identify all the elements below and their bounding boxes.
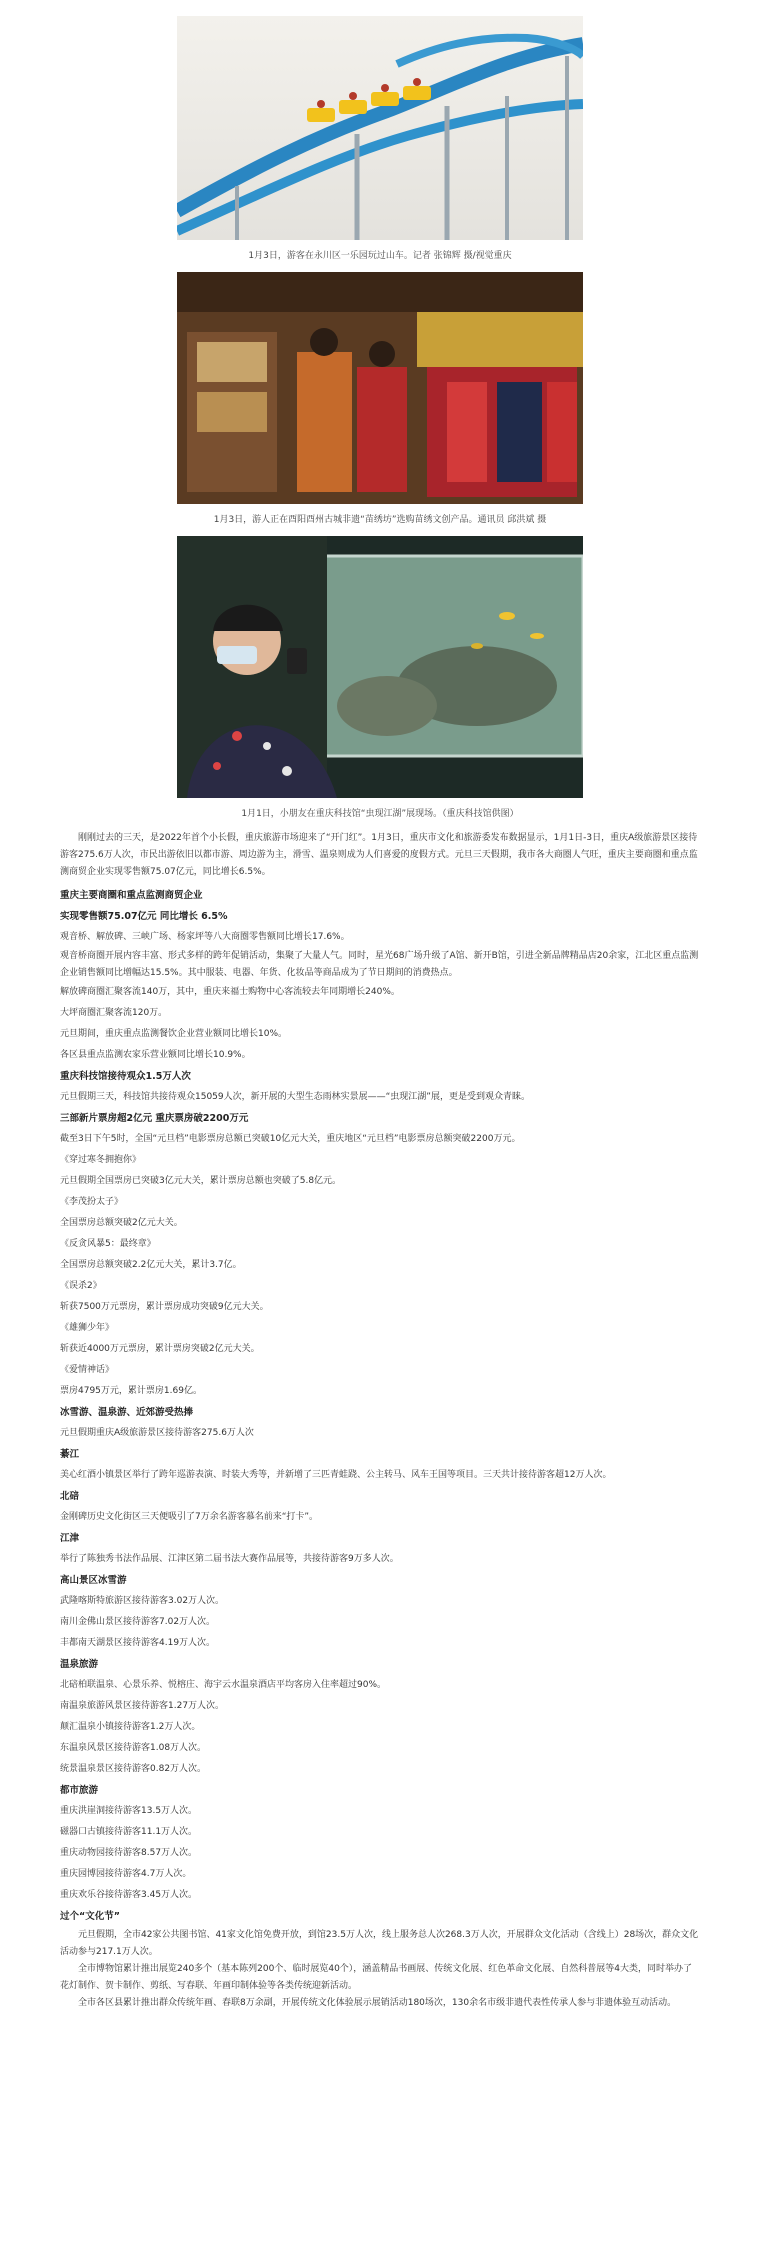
section-heading: 重庆主要商圈和重点监测商贸企业 xyxy=(60,890,203,901)
paragraph: 元旦假期全国票房已突破3亿元大关，累计票房总额也突破了5.8亿元。 xyxy=(60,1176,342,1186)
figure-caption: 1月3日，游客在永川区一乐园玩过山车。记者 张锦辉 摄/视觉重庆 xyxy=(248,251,512,261)
list-item: 重庆洪崖洞接待游客13.5万人次。 xyxy=(60,1806,198,1816)
list-item: 南温泉旅游风景区接待游客1.27万人次。 xyxy=(60,1701,225,1711)
paragraph: 观音桥商圈开展内容丰富、形式多样的跨年促销活动，集聚了大量人气。同时，星光68广场升级了A馆、新开B馆，引进全新品牌精品店20余家，江北区重点监测企业销售额同比增幅达15.5%。其中服装、电器、年货、化妆品等商品成为了节日期间的消费热点。 xyxy=(60,951,699,978)
figure-roller-coaster xyxy=(60,0,700,262)
paragraph: 解放碑商圈汇聚客流140万，其中，重庆来福士购物中心客流较去年同期增长240%。 xyxy=(60,987,400,997)
list-item: 丰都南天湖景区接待游客4.19万人次。 xyxy=(60,1638,216,1648)
list-item: 东温泉风景区接待游客1.08万人次。 xyxy=(60,1743,207,1753)
article xyxy=(60,0,700,2012)
section-heading: 江津 xyxy=(60,1533,80,1544)
paragraph: 全国票房总额突破2.2亿元大关，累计3.7亿。 xyxy=(60,1260,242,1270)
section-heading: 綦江 xyxy=(60,1449,80,1460)
list-item: 重庆欢乐谷接待游客3.45万人次。 xyxy=(60,1890,198,1900)
aquarium-photo xyxy=(177,536,583,798)
paragraph: 元旦期间，重庆重点监测餐饮企业营业额同比增长10%。 xyxy=(60,1029,288,1039)
film-title: 《爱情神话》 xyxy=(60,1365,115,1375)
section-heading: 冰雪游、温泉游、近郊游受热捧 xyxy=(60,1407,194,1418)
paragraph: 大坪商圈汇聚客流120万。 xyxy=(60,1008,168,1018)
list-item: 颠汇温泉小镇接待游客1.2万人次。 xyxy=(60,1722,201,1732)
paragraph: 元旦假期重庆A级旅游景区接待游客275.6万人次 xyxy=(60,1428,254,1438)
film-title: 《穿过寒冬拥抱你》 xyxy=(60,1155,142,1165)
paragraph: 元旦假期三天，科技馆共接待观众15059人次，新开展的大型生态雨林实景展——“虫现江湖”展，更是受到观众青睐。 xyxy=(60,1092,530,1102)
paragraph: 斩获7500万元票房，累计票房成功突破9亿元大关。 xyxy=(60,1302,269,1312)
paragraph: 截至3日下午5时，全国“元旦档”电影票房总额已突破10亿元大关，重庆地区“元旦档”电影票房总额突破2200万元。 xyxy=(60,1134,521,1144)
paragraph: 斩获近4000万元票房，累计票房突破2亿元大关。 xyxy=(60,1344,260,1354)
figure-aquarium xyxy=(60,536,700,820)
figure-shop xyxy=(60,272,700,526)
paragraph: 金刚碑历史文化街区三天便吸引了7万余名游客慕名前来“打卡”。 xyxy=(60,1512,319,1522)
list-item: 重庆园博园接待游客4.7万人次。 xyxy=(60,1869,192,1879)
figure-caption: 1月3日，游人正在酉阳酉州古城非遗“苗绣坊”选购苗绣文创产品。通讯员 邱洪斌 摄 xyxy=(213,515,547,525)
section-heading: 重庆科技馆接待观众1.5万人次 xyxy=(60,1071,191,1082)
list-item: 武隆喀斯特旅游区接待游客3.02万人次。 xyxy=(60,1596,225,1606)
paragraph: 各区县重点监测农家乐营业额同比增长10.9%。 xyxy=(60,1050,251,1060)
section-heading: 都市旅游 xyxy=(60,1785,99,1796)
list-item: 磁器口古镇接待游客11.1万人次。 xyxy=(60,1827,198,1837)
paragraph: 元旦假期，全市42家公共图书馆、41家文化馆免费开放，到馆23.5万人次，线上服务总人次268.3万人次，开展群众文化活动（含线上）28场次，群众文化活动参与217.1万人次。 xyxy=(60,1930,699,1957)
film-title: 《误杀2》 xyxy=(60,1281,102,1291)
list-item: 统景温泉景区接待游客0.82万人次。 xyxy=(60,1764,207,1774)
section-heading: 北碚 xyxy=(60,1491,80,1502)
section-subheading: 实现零售额75.07亿元 同比增长 6.5% xyxy=(60,911,228,922)
paragraph: 举行了陈独秀书法作品展、江津区第二届书法大赛作品展等，共接待游客9万多人次。 xyxy=(60,1554,399,1564)
section-heading: 高山景区冰雪游 xyxy=(60,1575,127,1586)
film-title: 《李茂扮太子》 xyxy=(60,1197,124,1207)
paragraph: 美心红酒小镇景区举行了跨年巡游表演、时装大秀等，并新增了三匹青蛙跷、公主转马、风车王国等项目。三天共计接待游客超12万人次。 xyxy=(60,1470,612,1480)
figure-caption: 1月1日，小朋友在重庆科技馆“虫现江湖”展现场。（重庆科技馆供图） xyxy=(241,809,519,819)
film-title: 《反贪风暴5：最终章》 xyxy=(60,1239,156,1249)
paragraph: 观音桥、解放碑、三峡广场、杨家坪等八大商圈零售额同比增长17.6%。 xyxy=(60,932,350,942)
list-item: 南川金佛山景区接待游客7.02万人次。 xyxy=(60,1617,216,1627)
section-heading: 过个“文化节” xyxy=(60,1911,120,1922)
list-item: 北碚柏联温泉、心景乐养、悦榕庄、海宇云水温泉酒店平均客房入住率超过90%。 xyxy=(60,1680,387,1690)
list-item: 重庆动物园接待游客8.57万人次。 xyxy=(60,1848,198,1858)
roller-coaster-photo xyxy=(177,16,583,240)
paragraph: 票房4795万元，累计票房1.69亿。 xyxy=(60,1386,202,1396)
section-heading: 温泉旅游 xyxy=(60,1659,99,1670)
intro-paragraph: 刚刚过去的三天，是2022年首个小长假，重庆旅游市场迎来了“开门红”。1月3日，重庆市文化和旅游委发布数据显示，1月1日-3日，重庆A级旅游景区接待游客275.6万人次，市民出游依旧以都市游、周边游为主，滑雪、温泉则成为人们喜爱的度假方式。元旦三天假期，我市各大商圈人气旺，重庆主要商圈和重点监测商贸企业实现零售额75.07亿元，同比增长6.5%。 xyxy=(60,833,698,877)
section-heading: 三部新片票房超2亿元 重庆票房破2200万元 xyxy=(60,1113,249,1124)
paragraph: 全市博物馆累计推出展览240多个（基本陈列200个、临时展览40个），涵盖精品书画展、传统文化展、红色革命文化展、自然科普展等4大类，同时举办了花灯制作、贺卡制作、剪纸、写春联、年画印制体验等各类传统迎新活动。 xyxy=(60,1964,693,1991)
paragraph: 全市各区县累计推出群众传统年画、春联8万余副，开展传统文化体验展示展销活动180场次，130余名市级非遗代表性传承人参与非遗体验互动活动。 xyxy=(78,1998,677,2008)
paragraph: 全国票房总额突破2亿元大关。 xyxy=(60,1218,183,1228)
shop-photo xyxy=(177,272,583,504)
film-title: 《雄狮少年》 xyxy=(60,1323,115,1333)
